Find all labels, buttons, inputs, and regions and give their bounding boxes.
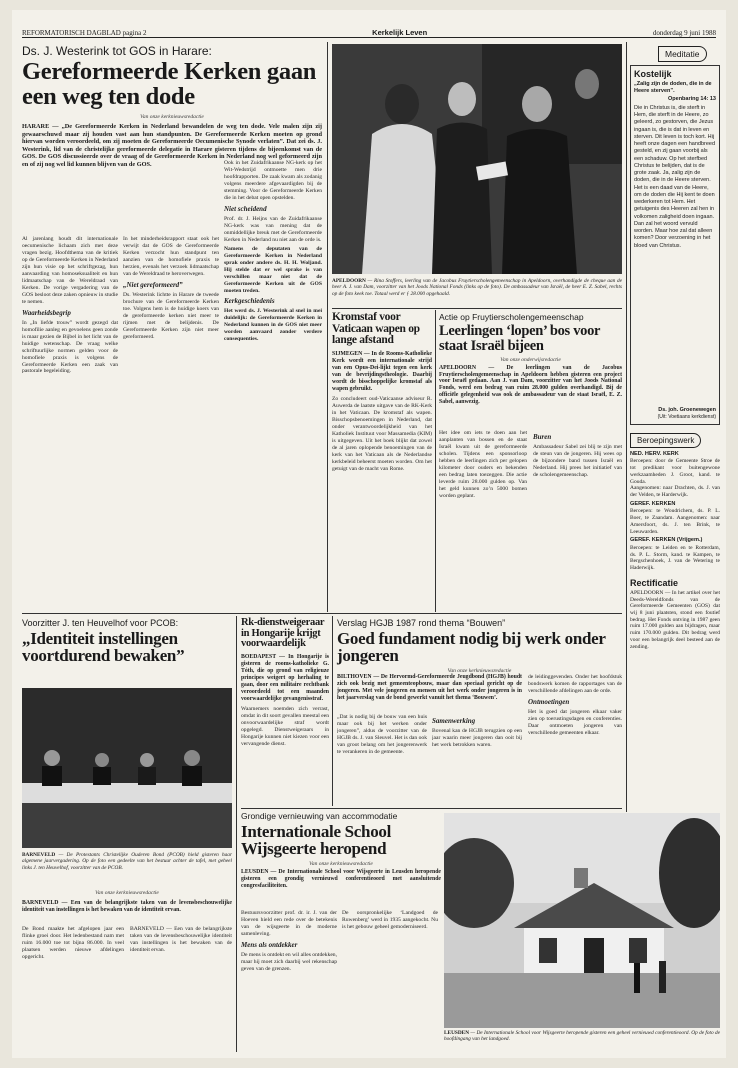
hgjb-headline: Goed fundament nodig bij werk onder jongeren — [337, 629, 606, 666]
kromstaf-body: Zo concludeert oud-Vaticaanse adviseur R. Auwerda de laatste uitgave van de RK-Kerk in het Vaticaan. De kromstaf als wapen. Bisschopsbenoemingen in Nederland, dat onder verantwoordelijkheid van het Katholiek Instituut voor Massamedia (KIM) is uitgegeven. Uit het boek blijkt dat zowel de al jaren oplopende benoemingen van de kerk van het Vaticaan als de Nederlandse kerkbeleid beheerst moeten worden. Om het getuigt van de macht van Rome. — [332, 395, 432, 472]
hgjb-subhead: Samenwerking — [432, 717, 476, 725]
column-rule — [327, 42, 328, 612]
beroeping-entry: Beroepen: te Woudrichem, ds. P. L. Boer, te Zaandam. Aangenomen: naar Amersfoort, ds. J. ten Brink, te Leeuwarden. — [630, 508, 720, 535]
pcob-lead: BARNEVELD — Een van de belangrijkste taken van de levensbeschouwelijke identiteit van instellingen is het bewaken van de identiteit ervan. — [22, 900, 232, 913]
hongarije-story — [241, 618, 329, 796]
photo-board-illustration — [22, 688, 232, 848]
kostelijk-signature: Ds. joh. Groenewegen — [658, 406, 716, 413]
lead-col-3 — [224, 160, 322, 606]
pcob-story — [22, 618, 232, 665]
pcob-caption-text: — De Protestants Christelijke Ouderen Bond (PCOB) hield gisteren haar algemene jaarvergadering. Op de foto een gedeelte van het bestuur achter de tafel, met geheel links J. ten Heuvelhof, voorzitter van de PCOB. — [22, 852, 233, 871]
masthead — [22, 24, 716, 38]
pcob-caption-place: BARNEVELD — [22, 852, 56, 858]
hgjb-body2: Bovenal kan de HGJB terugzien op een jaar waarin meer jongeren dan ooit bij het werk betrokken waren. — [432, 727, 522, 748]
wijsgeerte-story — [241, 811, 441, 890]
beroeping-entry: Beroepen: door de Gemeente Stroe de tot predikant voor buitengewone werkzaamheden J. Groot, kand. te Gouda. — [630, 458, 720, 485]
pcob-kicker: Voorzitter J. ten Heuvelhof voor PCOB: — [22, 618, 179, 628]
column-rule — [435, 310, 436, 612]
lead-col3-subhead-b: Kerkgeschiedenis — [224, 297, 275, 306]
wijsgeerte-body2: De mens is ontdekt en wil alles ontdekken, maar hij moet zich daarbij wel rekenschap geven van de grenzen. — [241, 951, 337, 972]
wijsgeerte-byline: Van onze kerknieuwsredactie — [309, 860, 373, 867]
photo-school-illustration — [444, 813, 720, 1028]
hongarije-headline: Rk-dienstweigeraar in Hongarije krijgt voorwaardelijk — [241, 617, 325, 650]
lead-col3b-text: Het werd ds. J. Westerink al snel in mei duidelijk: de Gereformeerde Kerken in Nederland kunnen in de GOS niet meer worden aanvaard zonder verdere consequenties. — [224, 308, 322, 343]
beroeping-heading: GEREF. KERKEN — [630, 500, 676, 507]
lead-col1-text: Al jarenlang houdt dit internationale oecumenische lichaam zich met deze vragen bezig. Hoofdthema van de kritiek op de Gereformeerde Kerken in Nederland zijn hun visie op het schriftgezag, hun aanvaarding van homoseksualiteit en hun lidmaatschap van de Wereldraad van Kerken. De vorige vergadering van de GOS besloot deze zaken opnieuw in studie te nemen. — [22, 236, 118, 305]
hongarije-body: Waarnemers noemden zich verrast, omdat in dit soort gevallen meestal een onvoorwaardelijke straf wordt opgelegd. Dienstweigeraars in Hongarije kunnen niet kiezen voor een vervangende dienst. — [241, 705, 329, 747]
kromstaf-headline: Kromstaf voor Vaticaan wapen op lange afstand — [332, 311, 420, 347]
lead-col2b-text: Ds. Westerink lichtte in Harare de tweede brochure van de Gereformeerde Kerken toe. Volgens hem is de huidige koers van de gereformeerde kerken niet meer te rijmen met de belijdenis. De Gereformeerde Kerken zijn niet meer gereformeerd. — [123, 291, 219, 340]
lead-intro: HARARE — „De Gereformeerde Kerken in Nederland bewandelen de weg ten dode. Vele malen zijn zij gewaarschuwd maar zij houden vast aan hun standpunten. De Gereformeerde Kerken moeten op grond hiervan worden veroordeeld, om zij moeten de Gereformeerde Oecumenische Synode verlaten”. Dat zei ds. J. Westerink, lid van de christelijke gereformeerde delegatie in Harare gisteren tijdens de bijeenkomst van de GOS. De GOS discussieerde over de vraag of de Gereformeerde Kerken in Nederland nog wel geformeerd zijn en of zij nog wel lid kunnen blijven van de GOS. — [22, 122, 322, 168]
fruytier-headline: Leerlingen ‘lopen’ bos voor staat Israël bijeen — [439, 323, 600, 354]
hgjb-col-1 — [337, 714, 427, 804]
lead-col-2 — [123, 236, 219, 606]
hongarije-lead: BOEDAPEST — In Hongarije is gisteren de rooms-katholieke G. Tóth, die op grond van religieuze principes weigert op herhaling te gaan, door een militaire rechtbank veroordeeld tot een maanden voorwaardelijke gevangenisstraf. — [241, 654, 329, 702]
school-caption-place: LEUSDEN — [444, 1030, 470, 1036]
beroeping-list — [630, 451, 720, 572]
masthead-paper: REFORMATORISCH DAGBLAD pagina 2 — [22, 29, 147, 37]
photo-school-building — [444, 813, 720, 1028]
kromstaf-story — [332, 312, 432, 596]
hgjb-kicker: Verslag HGJB 1987 rond thema “Bouwen” — [337, 618, 506, 628]
beroeping-entry: Beroepen: te Leiden en te Rotterdam, ds. P. L. Storm, kand. te Kampen, te Bergschenhoek, J. van de Wetering te Haderwijk. — [630, 545, 720, 572]
lead-col2-subhead: „Niet gereformeerd” — [123, 280, 183, 289]
hgjb-col-3 — [528, 674, 622, 804]
lead-col3-text: Ook in het Zuidafrikaanse NG-kerk op het Wit-Wedstrijd ontmoette men drie hoofdrapporten. De zaak kwam als zodanig volgens meerdere afgevaardigden bij de stemming. Voor de Gereformeerde Kerken die in het debat open opstelden. — [224, 160, 322, 201]
meditatie-box — [630, 65, 720, 425]
masthead-section: Kerkelijk Leven — [372, 28, 428, 37]
wijsgeerte-headline: Internationale School Wijsgeerte heropend — [241, 822, 392, 859]
wijsgeerte-col-2 — [342, 910, 438, 1050]
wijsgeerte-col3: De oorspronkelijke ‘Landgoed de Ruwenberg’ werd in 1935 aangekocht. Nu is het gebouw geheel gemoderniseerd. — [342, 910, 438, 930]
pcob-caption — [22, 852, 232, 871]
wijsgeerte-kicker: Grondige vernieuwing van accommodatie — [241, 811, 398, 821]
wijsgeerte-subhead: Mens als ontdekker — [241, 940, 298, 949]
beroeping-label: Beroepingswerk — [630, 433, 701, 448]
school-caption — [444, 1030, 720, 1043]
fruytier-body: Het idee om iets te doen aan het aanplanten van bossen en de staat Israël kwam uit de gereformeerde scholen. Tijdens een sponsorloop hebben de leerlingen zich per gelopen kilometer door ouders en bekenden een bedrag laten toezeggen. Die actie leverde ruim 28.000 gulden op. Van het geld kunnen zo’n 5000 bomen worden geplant. — [439, 430, 527, 499]
column-rule — [332, 616, 333, 806]
kromstaf-lead: SIJMEGEN — In de Rooms-Katholieke Kerk wordt een internationale strijd van een Opus-Dei-lijkt tegen een kerk van de bevrijdingstheologie. Daarbij wordt de bisschoppelijke kromstaf als wapen gebruikt. — [332, 351, 432, 392]
kostelijk-quote: „Zalig zijn de doden, die in de Heere sterven”. — [634, 81, 712, 95]
photo-pcob-board — [22, 688, 232, 848]
kostelijk-title: Kostelijk — [634, 69, 672, 79]
fruytier-col-2 — [533, 430, 622, 608]
fruytier-lead: APELDOORN — De leerlingen van de Jacobus Fruytierscholengemeenschap in Apeldoorn hebben gisteren een project voor Israël gedaan. Aan J. van Dam, voorzitter van het Joods National Fonds, werd een bedrag van ruim 28.000 gulden overhandigd. Bij de officiële gelegenheid was ook de ambassadeur van de staat Israël, E. Z. Sabel, aanwezig. — [439, 364, 622, 406]
fruytier-story — [439, 312, 622, 406]
fruytier-col-1 — [439, 430, 527, 608]
column-rule — [236, 616, 237, 1052]
lead-col1b-text: In „In liefde trouw” wordt gezegd dat homofilie aanleg en gevoelens geen zonde is maar gezien de Bijbel in het licht van de huidige wetenschap. De vraag welke schriftuurlijke normen gelden voor de homofiele praxis is volgens de Gereformeerde Kerken een zaak van pastorale begeleiding. — [22, 319, 118, 375]
lead-col2-text: In het minderheidsrapport staat ook het verwijt dat de GOS de Gereformeerde Kerken verzocht hun standpunt ten aanzien van de homofiele praxis te herzien, evenals het verzoek lidmaatschap van de Wereldraad te heroverwegen. — [123, 236, 219, 277]
hgjb-subhead-2: Ontmoetingen — [528, 697, 570, 706]
pcob-body: De Bond maakte het afgelopen jaar een flinke groei door. Het ledenbestand nam met ruim 16.000 toe tot bijna 86.000. In veel plaatsen werden nieuwe afdelingen opgericht. — [22, 926, 124, 960]
hgjb-lead: BILTHOVEN — De Hervormd-Gereformeerde Jeugdbond (HGJB) houdt zich ook bezig met gemeenteopbouw, maar dan speciaal gericht op de jongeren. Met vele jongeren en mensen uit het werk onder jongeren is in het jaarverslag van de bond gewerkt vanuit het thema ‘Bouwen’. — [337, 674, 522, 701]
section-rule — [22, 613, 622, 614]
section-rule — [241, 808, 622, 809]
rectificatie-label: Rectificatie — [630, 577, 679, 588]
pcob-col-1 — [22, 926, 124, 1046]
hgjb-byline: Van onze kerknieuwsredactie — [447, 667, 512, 674]
section-rule — [332, 308, 622, 309]
meditatie-label: Meditatie — [658, 46, 707, 62]
lead-col3-niet: Prof. dr. J. Heijns van de Zuidafrikaanse NG-kerk was van mening dat de onmiddellijke breuk met de Gereformeerde Kerken in Nederland nu niet aan de orde is. — [224, 215, 322, 243]
lead-kicker: Ds. J. Westerink tot GOS in Harare: — [22, 44, 212, 58]
lead-headline: Gereformeerde Kerken gaan een weg ten dode — [22, 58, 317, 110]
wijsgeerte-col-1 — [241, 910, 337, 1050]
newspaper-page — [12, 10, 726, 1058]
fruytier-byline: Van onze onderwijsredactie — [500, 356, 561, 363]
lead-col-1 — [22, 236, 118, 606]
lead-col1-subhead: Waarheidsbegrip — [22, 308, 71, 317]
pcob-body-cont: BARNEVELD — Een van de belangrijkste taken van de levensbeschouwelijke identiteit van instellingen is het bewaken van de identiteit ervan. — [130, 926, 232, 953]
hgjb-col-2 — [432, 714, 522, 804]
hgjb-col3: de leidinggevenden. Onder het hoofdstuk bondswerk komen de rapportages van de verschillende afdelingen aan de orde. — [528, 674, 622, 694]
rectificatie-text: APELDOORN — In het artikel over het Deeds-Wereldfonds van de Gereformeerde Gemeenten (GOS) dat wij 8 juni plaatsten, stond een foutief bedrag. Het Fonds ontving in 1987 geen ruim 17.000 gulden aan bijdragen, maar ruim 170.000 gulden. Dit bedrag werd voor een belangrijk deel besteed aan de zending. — [630, 589, 720, 650]
beroeping-entry: Aangenomen: naar Drachten, ds. J. van der Velden, te Harderwijk. — [630, 485, 720, 498]
fruytier-subhead: Buren — [533, 433, 552, 441]
pcob-headline: „Identiteit instellingen voortdurend bewaken” — [22, 629, 185, 666]
kostelijk-signature-source: (Uit: Voetiaans kerkdienst) — [657, 414, 716, 420]
pcob-col-2 — [130, 926, 232, 1046]
photo-cheque-handover — [332, 44, 622, 274]
hgjb-body: „Dat is nodig bij de bouw van een huis maar ook bij het werken onder jongeren”, aldus de voorzitter van de HGJB ds. J. van Sleuvel. Het is dan ook van groot belang om het jongerenwerk te verankeren in de gemeente. — [337, 714, 427, 755]
beroeping-heading: NED. HERV. KERK — [630, 450, 679, 457]
photo-people-illustration — [332, 44, 622, 274]
wijsgeerte-body: Bestuursvoorzitter prof. dr. ir. J. van der Hoeven hield een rede over de betekenis van de wijsgeerte in de moderne samenleving. — [241, 910, 337, 937]
hgjb-col3b: Het is goed dat jongeren elkaar vaker zien op toerustingsdagen en conferenties. Daar ontmoeten jongeren van verschillende gemeenten elkaar. — [528, 708, 622, 736]
fruytier-body2: Ambassadeur Sabel zei blij te zijn met de steun van de jongeren. Hij wees op de bijzondere band tussen Israël en Nederland. Hij prees het initiatief van de scholengemeenschap. — [533, 443, 622, 478]
photo-top-caption-place: APELDOORN — [332, 278, 366, 284]
wijsgeerte-lead: LEUSDEN — De Internationale School voor Wijsgeerte in Leusden heropende gisteren een grondig vernieuwd conferentieoord met aansluitende congresfaciliteiten. — [241, 868, 441, 889]
lead-byline: Van onze kerknieuwsredactie — [140, 113, 204, 120]
sidebar-rule — [626, 42, 627, 812]
lead-col3-bold: Namens de deputaten van de Gereformeerde Kerken in Nederland sprak onder andere ds. H. H. Woljand. Hij stelde dat er wel sprake is van verschillen maar niet dat de Gereformeerde Kerken uit de GOS moeten treden. — [224, 245, 322, 294]
sidebar — [630, 44, 720, 690]
pcob-byline: Van onze kerknieuwsredactie — [95, 890, 159, 896]
photo-top-caption — [332, 278, 622, 297]
fruytier-kicker: Actie op Fruytierscholengemeenschap — [439, 312, 584, 322]
beroeping-heading: GEREF. KERKEN (Vrijgem.) — [630, 537, 703, 544]
lead-col3-subhead-a: Niet scheidend — [224, 204, 267, 213]
photo-top-caption-text: — Rina Stoffers, leerling van de Jacobus Fruytierscholengemeenschap in Apeldoorn, overhandigde de cheque aan de heer A. J. van Dam, voorzitter van het Joods National Fonds (links op de foto). De ambassadeur van Israël, de heer E. Z. Sabel, rechts op de foto keek toe. Totaal werd er ƒ 28.000 opgehaald. — [332, 278, 622, 297]
masthead-date: donderdag 9 juni 1988 — [652, 29, 716, 37]
kostelijk-body: Die in Christus is, die sterft in Hem, die sterft in de Heere, zo geleerd, zo gestorven, die Jezus ingaan is, die is dat in leven en sterven. Dit leven is toch kort. Hij heeft onze dagen een handbreed gesteld, en zij gaan voorbij als een schaduw. Op het sterfbed Christus te belijden, dat is de grote zaak. Ja, zalig zijn de doden, die in de Heere sterven. Het is een daad van de Heere, om de doden die Hij kent te doen wederkeren tot Hem. Het getuigenis des Heeren zal hen in volkomen zaligheid doen ingaan. Dan zal het woord vervuld worden. Maar hoe zal dat alleen komen? Door verzoening in het bloed van Christus. — [634, 104, 716, 249]
kostelijk-reference: Openbaring 14: 13 — [668, 95, 716, 102]
hgjb-story — [337, 618, 622, 676]
school-caption-text: — De Internationale School voor Wijsgeerte heropende gisteren een geheel vernieuwd conferentieoord. Op de foto de hoofdingang van het landgoed. — [444, 1030, 721, 1043]
